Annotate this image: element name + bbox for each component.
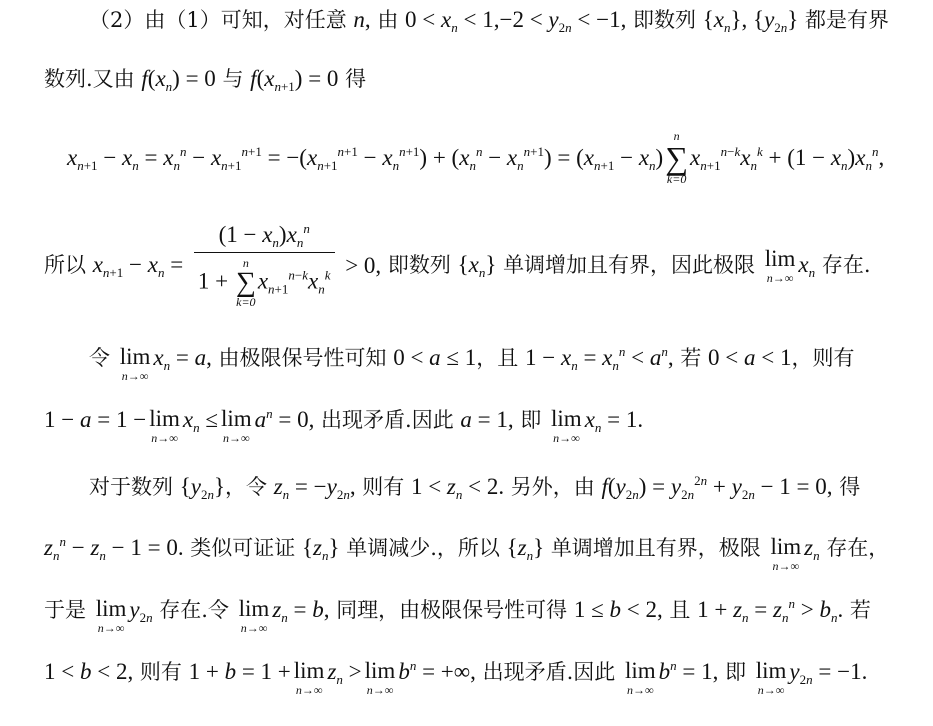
- text-p7-b: ，令: [225, 475, 267, 499]
- math: $\{x_n\}$, $\{y_{2n}\}$: [702, 7, 799, 35]
- paragraph-1-line-1: （2）由（1）可知，对任意 n, 由 $0 < x_n < 1,-2 < y_{2n} < -1$, 即数列 $\{x_n\}$, $\{y_{2n}\}$ 都是有界: [89, 7, 890, 35]
- math: $0 < x_n < 1,-2 < y_{2n} < -1$,: [405, 7, 627, 35]
- math: n: [353, 7, 365, 32]
- text-p4-a: 所以: [44, 253, 86, 277]
- paragraph-4-line-2: $z_n^n - z_n - 1 = 0$. 类似可证证 $\{z_n\}$ 单调减少.，所以 $\{z_n\}$ 单调增加且有界，极限 lim n→∞ $z_n$ 存在，: [44, 534, 890, 573]
- text-p4-c: 单调增加且有界，因此极限: [503, 253, 756, 277]
- text-p5-d: 若: [680, 346, 702, 370]
- math: $f(x_n) = 0$: [141, 66, 216, 94]
- text-p10-c: 即: [725, 660, 747, 684]
- text-p1-a: （2）由（1）可知，对任意: [89, 8, 347, 32]
- text-p8-b: 单调减少.，所以: [346, 536, 500, 560]
- text-p2-b: 与: [222, 67, 244, 91]
- text-p4-b: 即数列: [387, 253, 451, 277]
- text-p9-d: 且: [669, 598, 691, 622]
- math: $f(x_{n+1}) = 0$: [250, 66, 339, 94]
- text-p10-a: 则有: [139, 660, 182, 684]
- text-p6-a: 出现矛盾.因此: [321, 408, 454, 432]
- paragraph-4-line-3: 于是 lim n→∞ $y_{2n}$ 存在.令 lim n→∞ $z_n = b$, 同理，由极限保号性可得 1 ≤ b < 2, 且 $1 + z_n = z_n^n > b_n$. 若: [44, 596, 871, 635]
- text-p5-c: ，且: [476, 346, 519, 370]
- text-p9-a: 于是: [44, 598, 86, 622]
- text-p9-b: 存在.令: [159, 598, 229, 622]
- text-p7-a: 对于数列: [89, 475, 173, 499]
- text-p5-e: ，则有: [791, 346, 855, 370]
- fraction: $(1 - x_n)x_n^n$ 1 + n ∑ k=0 $x_{n+1}^{n-k}x_n^k$: [194, 222, 335, 309]
- text-p8-d: 存在，: [826, 536, 890, 560]
- text-p6-b: 即: [520, 408, 542, 432]
- paragraph-4-line-4: 1 < b < 2, 则有 1 + b = 1 + lim n→∞ $z_n$ > lim n→∞ $b^n$ = +∞, 出现矛盾.因此 lim n→∞ $b^n = 1$, 即 lim n→∞ $y_{2n} = -1$.: [44, 658, 868, 697]
- text-p9-e: 若: [849, 598, 871, 622]
- text-p8-c: 单调增加且有界，极限: [550, 536, 761, 560]
- paragraph-3-line-1: 令 lim n→∞ $x_n = a$, 由极限保号性可知 0 < a ≤ 1，且 $1 - x_n = x_n^n < a^n$, 若 0 < a < 1，则有: [89, 344, 855, 383]
- text-p1-c: 即数列: [633, 8, 697, 32]
- paragraph-1-line-2: [44, 67, 366, 93]
- text-p7-c: 则有: [362, 475, 405, 499]
- text-p7-e: 得: [839, 475, 861, 499]
- text-p1-d: 都是有界: [805, 8, 890, 32]
- text-p4-d: 存在.: [821, 253, 871, 277]
- text-p10-b: 出现矛盾.因此: [482, 660, 616, 684]
- paragraph-4-line-1: 对于数列 $\{y_{2n}\}$，令 $z_n = -y_{2n}$, 则有 $1 < z_n < 2$. 另外，由 $f(y_{2n}) = y_{2n}^{2n} + y_{2n} - 1 = 0$, 得: [89, 473, 861, 502]
- text-p5-a: 令: [89, 346, 110, 370]
- text-p2-c: 得: [345, 67, 367, 91]
- paragraph-3-line-2: 1 − a = 1 − lim n→∞ $x_n$ ≤ lim n→∞ $a^n = 0$, 出现矛盾.因此 a = 1, 即 lim n→∞ $x_n = 1$.: [44, 406, 644, 445]
- text-p5-b: 由极限保号性可知: [218, 346, 387, 370]
- display-equation-1: $x_{n+1} - x_n = x_n^n - x_{n+1}^{n+1} = -(x_{n+1}^{n+1} - x_n^{n+1}) + (x_n^n - x_n^{n+1}) = (x_{n+1} - x_n)$ n ∑ k=0 $x_{n+1}^{n-k}x_n^k + (1 - x_n)x_n^n$,: [67, 129, 885, 186]
- text-p2-a: 数列.又由: [44, 67, 135, 91]
- paragraph-2-line-1: 所以 $x_{n+1} - x_n$ = $(1 - x_n)x_n^n$ 1 + n ∑ k=0 $x_{n+1}^{n-k}x_n^k$ > 0, 即数列 $\{x_n\}$ 单调增加且有界，因此极限 lim n→∞ $x_n$ 存在.: [44, 221, 871, 309]
- text-p9-c: 同理，由极限保号性可得: [336, 598, 568, 622]
- text-p7-d: 另外，由: [510, 475, 595, 499]
- text-p8-a: 类似可证证: [190, 536, 296, 560]
- text-p1-b: 由: [377, 8, 399, 32]
